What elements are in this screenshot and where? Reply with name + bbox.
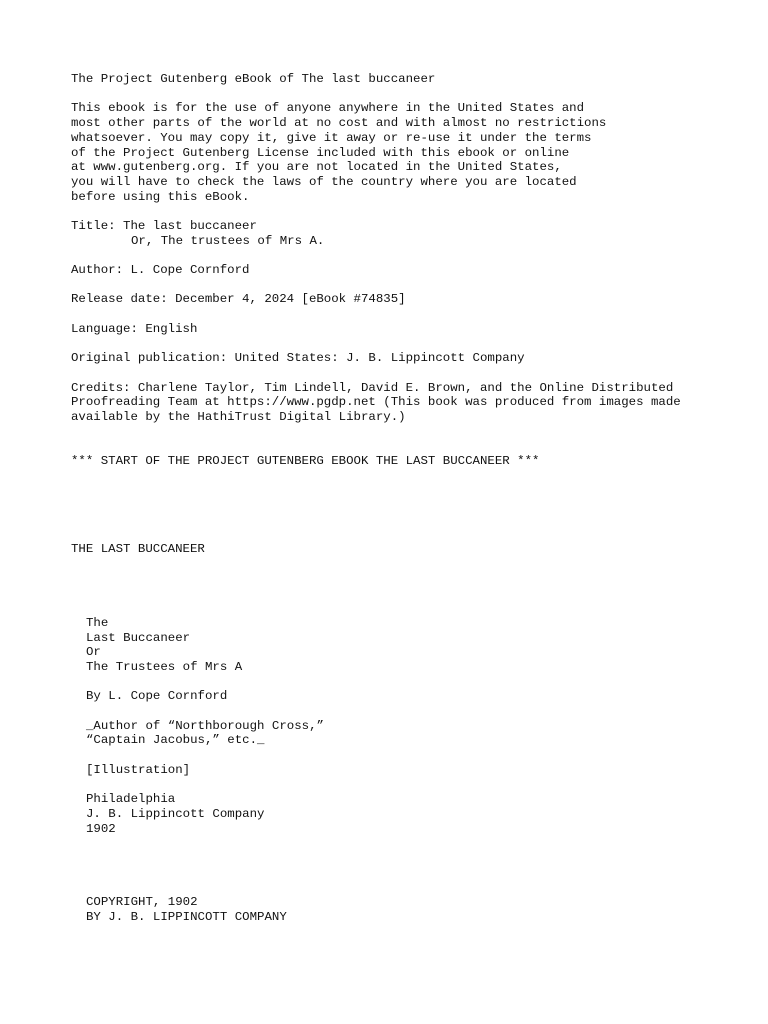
credits-line: Credits: Charlene Taylor, Tim Lindell, David E. Brown, and the Online Distributed: [71, 380, 674, 395]
credits-line: Proofreading Team at https://www.pgdp.net (This book was produced from images made: [71, 395, 681, 410]
license-line: most other parts of the world at no cost and with almost no restrictions: [71, 116, 607, 131]
author-field: Author: L. Cope Cornford: [71, 263, 250, 278]
byline: By L. Cope Cornford: [86, 689, 228, 704]
subtitle-field: Or, The trustees of Mrs A.: [131, 233, 325, 248]
ebook-heading: The Project Gutenberg eBook of The last buccaneer: [71, 72, 436, 86]
license-line: at www.gutenberg.org. If you are not located in the United States,: [71, 160, 562, 175]
title-field: Title: The last buccaneer: [71, 219, 257, 233]
book-heading: THE LAST BUCCANEER: [71, 542, 205, 557]
copyright-line: BY J. B. LIPPINCOTT COMPANY: [86, 909, 287, 924]
title-page-line: The Trustees of Mrs A: [86, 659, 243, 674]
title-page: [71, 616, 731, 925]
credits-paragraph: [71, 381, 731, 425]
title-page-line: Or: [86, 645, 101, 660]
imprint-line: Philadelphia: [86, 792, 176, 807]
imprint-line: J. B. Lippincott Company: [86, 806, 265, 821]
license-line: whatsoever. You may copy it, give it away or re-use it under the terms: [71, 130, 592, 145]
publication-field: Original publication: United States: J. B. Lippincott Company: [71, 351, 525, 366]
other-works-line: _Author of “Northborough Cross,”: [86, 718, 324, 733]
ebook-page: [71, 72, 731, 925]
title-page-line: The: [86, 615, 109, 630]
illustration-placeholder: [Illustration]: [86, 762, 191, 777]
license-line: This ebook is for the use of anyone anywhere in the United States and: [71, 101, 585, 116]
license-line: before using this eBook.: [71, 189, 250, 204]
language-field: Language: English: [71, 321, 198, 336]
release-date-field: Release date: December 4, 2024 [eBook #74835]: [71, 292, 406, 307]
credits-line: available by the HathiTrust Digital Library.): [71, 410, 406, 425]
license-line: you will have to check the laws of the country where you are located: [71, 174, 577, 189]
other-works-line: “Captain Jacobus,” etc._: [86, 733, 265, 748]
license-line: of the Project Gutenberg License included with this ebook or online: [71, 145, 570, 160]
imprint-line: 1902: [86, 821, 116, 836]
license-paragraph: [71, 101, 731, 204]
title-page-line: Last Buccaneer: [86, 630, 191, 645]
start-marker: *** START OF THE PROJECT GUTENBERG EBOOK THE LAST BUCCANEER ***: [71, 454, 540, 469]
copyright-line: COPYRIGHT, 1902: [86, 895, 198, 910]
